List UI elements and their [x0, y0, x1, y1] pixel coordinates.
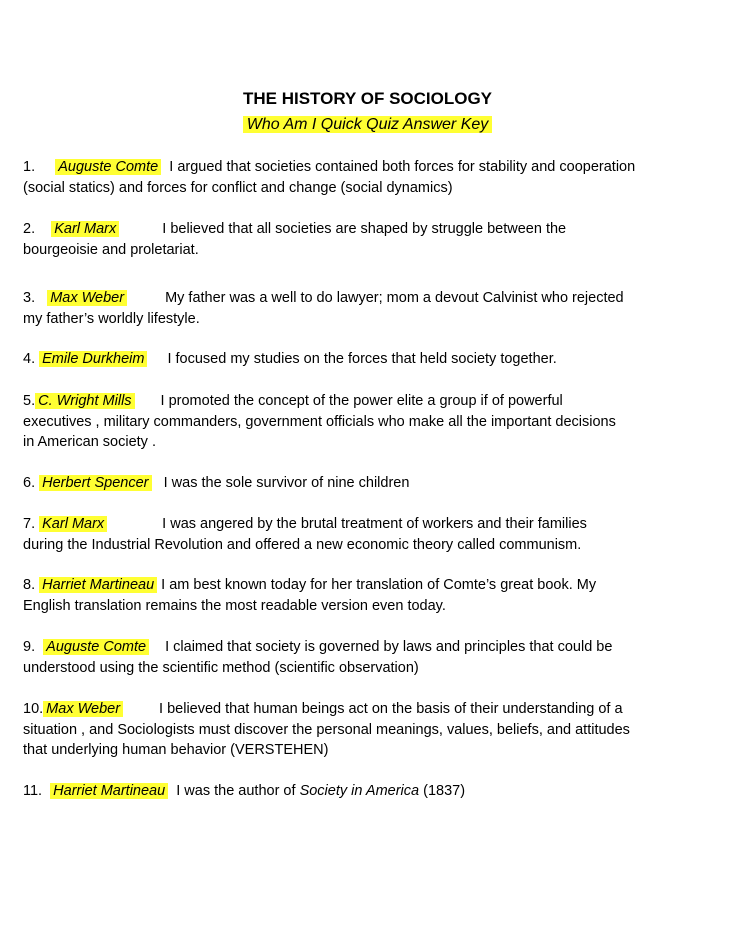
clue-text: I argued that societies contained both forces for stability and cooperation	[169, 159, 636, 175]
clue-text: bourgeoisie and proletariat.	[23, 241, 199, 258]
item-number: 5.	[23, 393, 36, 409]
clue-text: I was angered by the brutal treatment of workers and their families	[162, 516, 587, 532]
item-number: 2.	[23, 221, 36, 237]
clue-text: I am best known today for her translation of Comte’s great book. My	[161, 577, 597, 593]
answer-highlight: Harriet Martineau	[50, 783, 168, 799]
quiz-item-9	[23, 637, 683, 678]
item-line	[23, 157, 683, 178]
clue-text: that underlying human behavior (VERSTEHEN)	[23, 742, 329, 758]
answer-highlight: Max Weber	[47, 290, 127, 306]
item-line	[23, 781, 683, 802]
clue-text: I was the author of	[176, 783, 296, 799]
item-number: 8.	[23, 577, 36, 593]
item-line	[23, 349, 683, 370]
item-line	[23, 514, 683, 535]
book-title: Society in America	[299, 783, 420, 799]
subtitle-highlight: Who Am I Quick Quiz Answer Key	[243, 116, 493, 133]
clue-text: situation , and Sociologists must discover the personal meanings, values, beliefs, and attitudes	[23, 721, 630, 738]
clue-text: my father’s worldly lifestyle.	[23, 310, 200, 327]
clue-text: My father was a well to do lawyer; mom a devout Calvinist who rejected	[165, 290, 624, 306]
quiz-item-4	[23, 349, 683, 370]
item-number: 11.	[23, 783, 43, 799]
item-number: 10.	[23, 701, 44, 717]
quiz-item-10	[23, 699, 683, 761]
clue-text: during the Industrial Revolution and offered a new economic theory called communism.	[23, 536, 582, 553]
item-number: 9.	[23, 639, 36, 655]
item-line	[23, 473, 683, 494]
item-line	[23, 288, 683, 309]
item-number: 6.	[23, 475, 36, 491]
answer-highlight: Herbert Spencer	[39, 475, 151, 491]
answer-highlight: C. Wright Mills	[35, 393, 134, 409]
item-line	[23, 391, 683, 412]
quiz-item-6	[23, 473, 683, 494]
clue-text: English translation remains the most readable version even today.	[23, 597, 446, 614]
clue-text: understood using the scientific method (scientific observation)	[23, 659, 419, 676]
clue-text: I claimed that society is governed by laws and principles that could be	[165, 639, 613, 655]
quiz-item-8	[23, 575, 683, 616]
clue-text: I promoted the concept of the power elite a group if of powerful	[160, 393, 563, 409]
clue-text: I was the sole survivor of nine children	[163, 475, 410, 491]
answer-highlight: Karl Marx	[39, 516, 107, 532]
clue-text: (social statics) and forces for conflict and change (social dynamics)	[23, 179, 453, 196]
item-line	[23, 699, 683, 720]
answer-highlight: Max Weber	[43, 701, 123, 717]
answer-highlight: Karl Marx	[51, 221, 119, 237]
clue-text: I believed that human beings act on the basis of their understanding of a	[159, 701, 623, 717]
clue-text: I believed that all societies are shaped by struggle between the	[162, 221, 567, 237]
quiz-item-3	[23, 288, 683, 329]
item-line	[23, 575, 683, 596]
answer-highlight: Auguste Comte	[55, 159, 161, 175]
answer-highlight: Harriet Martineau	[39, 577, 157, 593]
item-line	[23, 219, 683, 240]
item-number: 4.	[23, 351, 36, 367]
quiz-item-7	[23, 514, 683, 555]
page-title: THE HISTORY OF SOCIOLOGY	[242, 89, 493, 108]
clue-text: I focused my studies on the forces that held society together.	[167, 351, 557, 367]
quiz-item-2	[23, 219, 683, 260]
quiz-item-11	[23, 781, 683, 802]
item-number: 3.	[23, 290, 36, 306]
clue-text: in American society .	[23, 434, 156, 450]
clue-text: (1837)	[423, 783, 466, 799]
quiz-item-5	[23, 391, 683, 453]
answer-highlight: Emile Durkheim	[39, 351, 147, 367]
answer-highlight: Auguste Comte	[43, 639, 149, 655]
clue-text: executives , military commanders, government officials who make all the important decisions	[23, 413, 616, 430]
page-subtitle	[0, 116, 735, 134]
item-number: 7.	[23, 516, 36, 532]
quiz-item-1	[23, 157, 683, 198]
item-line	[23, 637, 683, 658]
item-number: 1.	[23, 159, 36, 175]
